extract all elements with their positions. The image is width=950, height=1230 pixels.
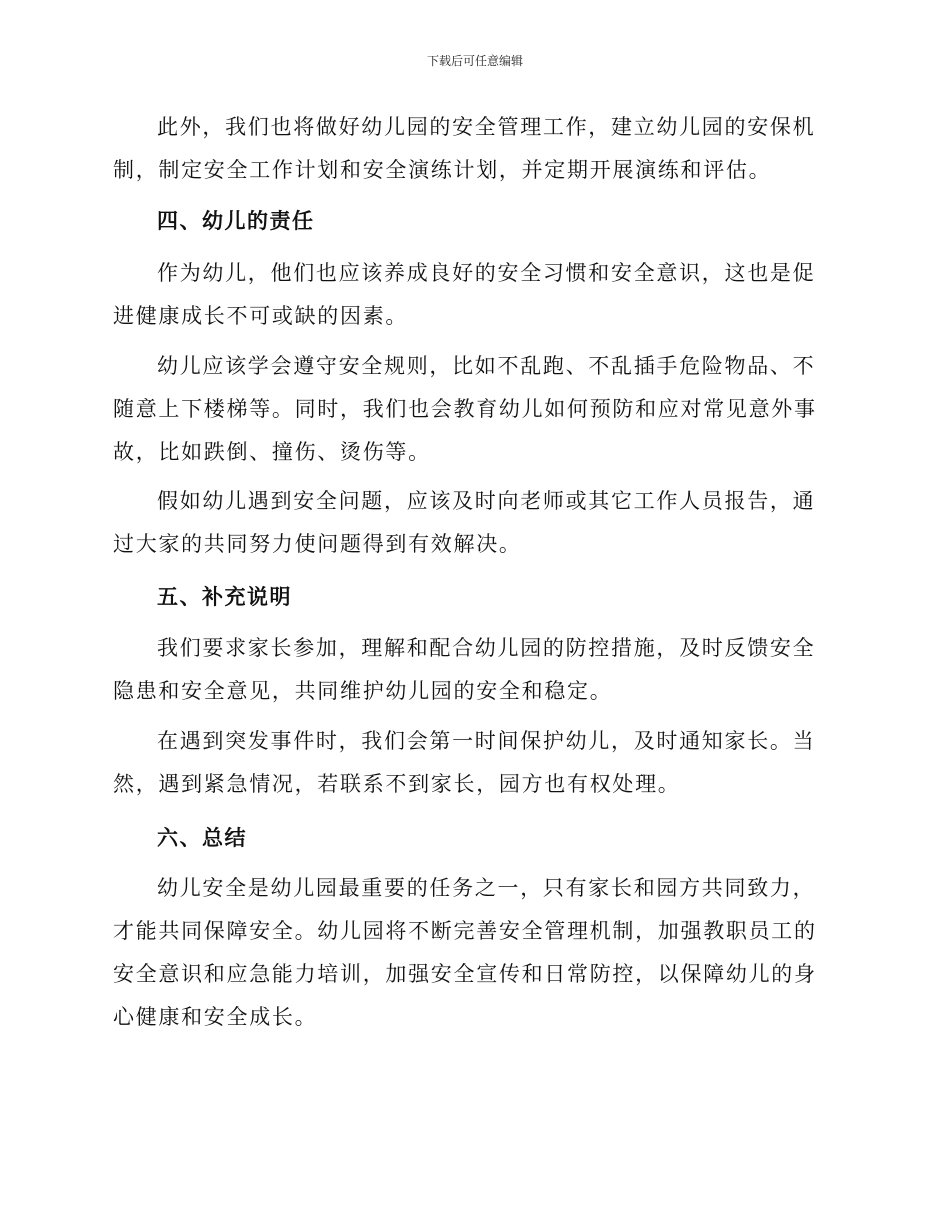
heading-text: 五、补充说明 bbox=[157, 584, 292, 609]
section-heading-supplementary bbox=[113, 582, 831, 612]
section-heading-summary bbox=[113, 823, 831, 853]
paragraph-text: 此外，我们也将做好幼儿园的安全管理工作，建立幼儿园的安保机制，制定安全工作计划和安全演练计划，并定期开展演练和评估。 bbox=[113, 115, 816, 182]
paragraph-report-problems bbox=[113, 480, 831, 566]
paragraph-text: 幼儿应该学会遵守安全规则，比如不乱跑、不乱插手危险物品、不随意上下楼梯等。同时，我们也会教育幼儿如何预防和应对常见意外事故，比如跌倒、撞伤、烫伤等。 bbox=[113, 354, 817, 464]
heading-text: 六、总结 bbox=[157, 825, 247, 850]
paragraph-text: 幼儿安全是幼儿园最重要的任务之一，只有家长和园方共同致力，才能共同保障安全。幼儿园将不断完善安全管理机制，加强教职员工的安全意识和应急能力培训，加强安全宣传和日常防控，以保障幼儿的身心健康和安全成长。 bbox=[113, 876, 817, 1029]
paragraph-child-habits bbox=[113, 252, 831, 338]
section-heading-child-responsibility bbox=[113, 206, 831, 236]
paragraph-safety-rules bbox=[113, 345, 831, 474]
paragraph-text: 假如幼儿遇到安全问题，应该及时向老师或其它工作人员报告，通过大家的共同努力使问题得到有效解决。 bbox=[113, 489, 816, 556]
paragraph-text: 作为幼儿，他们也应该养成良好的安全习惯和安全意识，这也是促进健康成长不可或缺的因素。 bbox=[113, 261, 816, 328]
heading-text: 四、幼儿的责任 bbox=[157, 208, 315, 233]
paragraph-text: 我们要求家长参加，理解和配合幼儿园的防控措施，及时反馈安全隐患和安全意见，共同维护幼儿园的安全和稳定。 bbox=[113, 636, 816, 703]
paragraph-emergency bbox=[113, 720, 831, 806]
paragraph-parent-cooperation bbox=[113, 627, 831, 713]
paragraph-security-management bbox=[113, 106, 831, 192]
paragraph-text: 在遇到突发事件时，我们会第一时间保护幼儿，及时通知家长。当然，遇到紧急情况，若联系不到家长，园方也有权处理。 bbox=[113, 729, 816, 796]
header-note: 下载后可任意编辑 bbox=[426, 54, 523, 68]
paragraph-summary bbox=[113, 867, 831, 1039]
